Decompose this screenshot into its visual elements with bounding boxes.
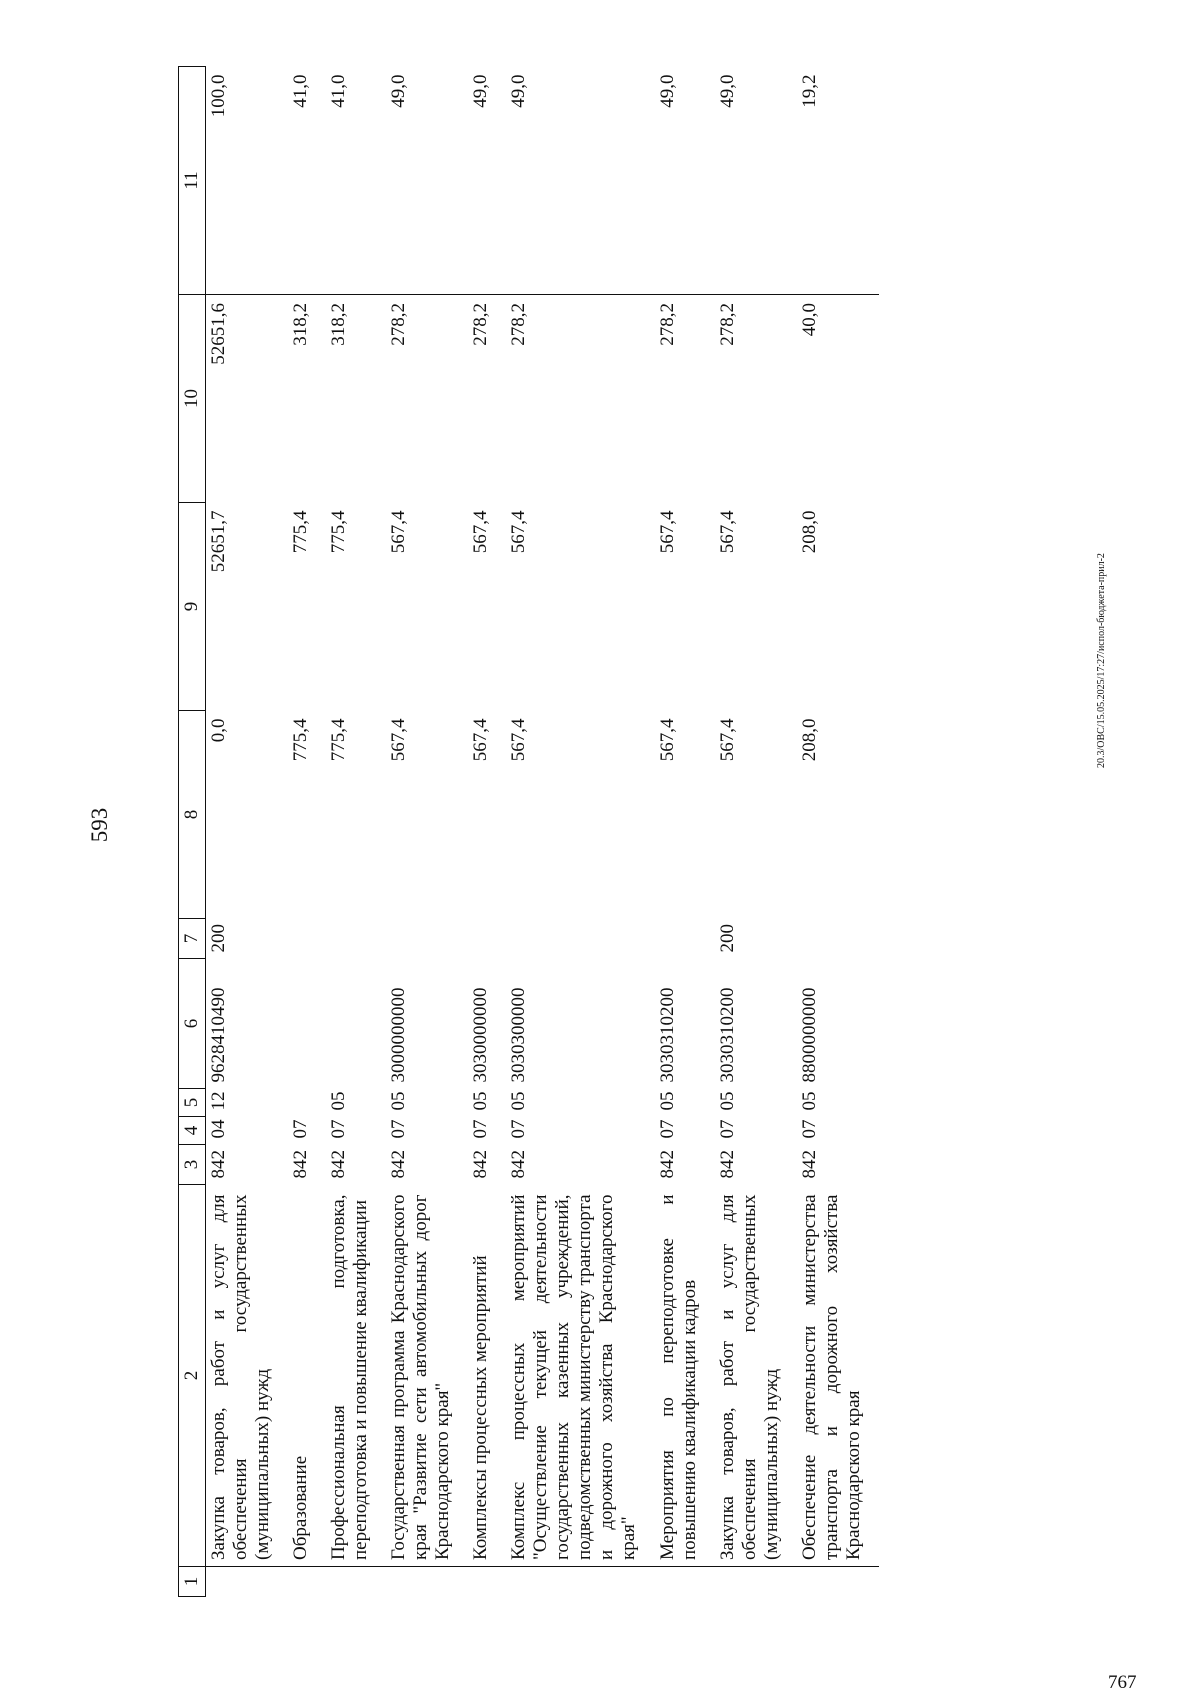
item-name: Государственная программа Краснодарского края "Развитие сети автомобильных дорог Краснодарского края" [386,1185,468,1567]
document-code: 20.3/ОВС/15.05.2025/17:27/испол-бюджета-прил-2 [1096,553,1107,768]
value-col-10: 40,0 [797,295,879,503]
row-number-cell [206,1567,289,1597]
table-row [386,67,468,1597]
value-col-9: 567,4 [470,510,492,554]
budget-table [178,66,879,1597]
ved-code: 842 [290,1150,312,1179]
header-col-7: 7 [179,919,206,959]
header-col-2: 2 [179,1185,206,1567]
value-col-9: 208,0 [798,510,820,554]
row-number-cell [326,1567,386,1597]
value-col-10: 318,2 [326,295,386,503]
value-col-8: 567,4 [716,718,738,762]
page-number: 593 [87,807,112,843]
pr-code: 05 [388,1091,410,1111]
table-row [715,67,797,1597]
row-number-cell [506,1567,654,1597]
header-col-3: 3 [179,1145,206,1185]
value-col-8: 567,4 [388,718,410,762]
item-name: Профессиональная подготовка, переподготовка и повышение квалификации [326,1185,386,1567]
pr-code: 05 [656,1091,678,1111]
table-row [288,67,326,1597]
csr-code: 3030310200 [716,987,738,1083]
value-col-11: 49,0 [716,74,738,108]
ved-code: 842 [716,1150,738,1179]
value-col-11: 49,0 [656,74,678,108]
vr-code: 200 [208,924,229,953]
csr-code: 8800000000 [798,987,820,1083]
csr-code: 3030310200 [656,987,678,1083]
value-col-9: 567,4 [388,510,410,554]
csr-code: 3030000000 [470,987,492,1083]
rz-code: 07 [656,1119,678,1139]
item-name: Комплексы процессных мероприятий [468,1185,506,1567]
csr-code [326,959,386,1089]
vr-code [386,919,468,959]
value-col-11: 49,0 [388,74,410,108]
footer-page-number: 767 [1108,1672,1137,1693]
table-row [797,67,879,1597]
header-col-6: 6 [179,959,206,1089]
ved-code: 842 [656,1150,678,1179]
csr-code: 3000000000 [388,987,410,1083]
table-row [468,67,506,1597]
ved-code: 842 [328,1150,350,1179]
item-name: Образование [288,1185,326,1567]
csr-code [288,959,326,1089]
value-col-11: 100,0 [208,74,229,118]
pr-code: 05 [798,1091,820,1111]
csr-code: 9628410490 [208,987,229,1083]
item-name: Закупка товаров, работ и услуг для обеспечения государственных (муниципальных) нужд [206,1185,289,1567]
ved-code: 842 [470,1150,492,1179]
value-col-11: 41,0 [328,74,350,108]
row-number-cell [655,1567,715,1597]
rz-code: 07 [798,1119,820,1139]
header-col-8: 8 [179,711,206,919]
value-col-8: 208,0 [798,718,820,762]
rz-code: 07 [290,1119,312,1139]
header-col-11: 11 [179,67,206,295]
rz-code: 07 [470,1119,492,1139]
ved-code: 842 [388,1150,410,1179]
pr-code: 05 [470,1091,492,1111]
item-name: Мероприятия по переподготовке и повышению квалификации кадров [655,1185,715,1567]
ved-code: 842 [208,1150,229,1179]
header-col-1: 1 [179,1567,206,1597]
pr-code: 05 [508,1091,530,1111]
item-name: Комплекс процессных мероприятий "Осуществление текущей деятельности государственных казенных учреждений, подведомственных министерству транспорта и дорожного хозяйства Краснодарского края" [506,1185,654,1567]
rz-code: 07 [328,1119,350,1139]
item-name: Обеспечение деятельности министерства транспорта и дорожного хозяйства Краснодарского края [797,1185,879,1567]
ved-code: 842 [508,1150,530,1179]
vr-code [326,919,386,959]
vr-code: 200 [716,924,738,953]
value-col-9: 52651,7 [208,510,229,573]
value-col-11: 49,0 [508,74,530,108]
rz-code: 07 [716,1119,738,1139]
pr-code [288,1089,326,1117]
table-row [655,67,715,1597]
value-col-8: 567,4 [470,718,492,762]
vr-code [506,919,654,959]
value-col-9: 775,4 [290,510,312,554]
csr-code: 3030300000 [508,987,530,1083]
table-row [506,67,654,1597]
rz-code: 07 [388,1119,410,1139]
vr-code [468,919,506,959]
ved-code: 842 [798,1150,820,1179]
row-number-cell [386,1567,468,1597]
row-number-cell [797,1567,879,1597]
value-col-10: 52651,6 [206,295,289,503]
value-col-9: 567,4 [508,510,530,554]
header-col-9: 9 [179,503,206,711]
pr-code: 12 [208,1091,229,1111]
value-col-10: 278,2 [506,295,654,503]
value-col-10: 278,2 [468,295,506,503]
pr-code: 05 [328,1091,350,1111]
value-col-8: 775,4 [328,718,350,762]
value-col-8: 567,4 [508,718,530,762]
header-row [179,67,206,1597]
value-col-10: 278,2 [715,295,797,503]
vr-code [655,919,715,959]
header-col-4: 4 [179,1117,206,1145]
value-col-8: 775,4 [290,718,312,762]
value-col-11: 19,2 [798,74,820,108]
value-col-11: 41,0 [290,74,312,108]
header-col-5: 5 [179,1089,206,1117]
pr-code: 05 [716,1091,738,1111]
row-number-cell [468,1567,506,1597]
value-col-8: 567,4 [656,718,678,762]
rotated-table-container [178,67,1070,1597]
value-col-10: 318,2 [288,295,326,503]
vr-code [288,919,326,959]
value-col-9: 567,4 [656,510,678,554]
row-number-cell [288,1567,326,1597]
header-col-10: 10 [179,295,206,503]
value-col-8: 0,0 [208,718,229,743]
value-col-11: 49,0 [470,74,492,108]
value-col-9: 567,4 [716,510,738,554]
vr-code [797,919,879,959]
row-number-cell [715,1567,797,1597]
value-col-9: 775,4 [328,510,350,554]
value-col-10: 278,2 [655,295,715,503]
table-row [206,67,289,1597]
table-row [326,67,386,1597]
item-name: Закупка товаров, работ и услуг для обеспечения государственных (муниципальных) нужд [715,1185,797,1567]
value-col-10: 278,2 [386,295,468,503]
rz-code: 07 [508,1119,530,1139]
rz-code: 04 [208,1119,229,1139]
